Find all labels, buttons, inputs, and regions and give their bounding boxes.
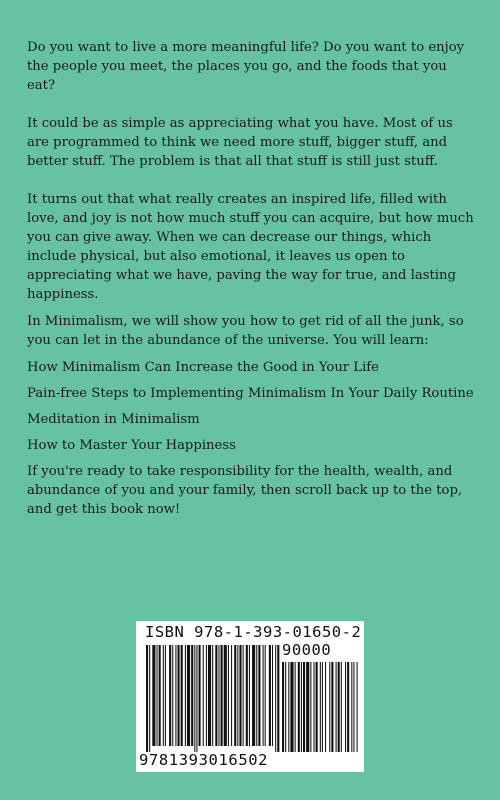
barcode-bar bbox=[228, 645, 229, 746]
barcode-bar bbox=[157, 645, 158, 746]
addon-bar bbox=[285, 662, 286, 752]
barcode-bar bbox=[265, 645, 266, 746]
barcode-bar bbox=[277, 645, 279, 752]
addon-bar bbox=[357, 662, 358, 752]
barcode-bar bbox=[275, 645, 276, 752]
barcode-bar bbox=[258, 645, 260, 746]
barcode-bar bbox=[159, 645, 161, 746]
barcode-bar bbox=[269, 645, 271, 746]
barcode-bar bbox=[252, 645, 255, 746]
barcode-bar bbox=[146, 645, 148, 752]
intro-paragraph: Do you want to live a more meaningful life? Do you want to enjoy the people you meet, the places you go, and the foods that you eat? bbox=[27, 40, 465, 93]
barcode-bars bbox=[136, 621, 364, 772]
addon-bar bbox=[310, 662, 311, 752]
addon-bar bbox=[338, 662, 340, 752]
barcode-bar bbox=[178, 645, 180, 746]
barcode-bar bbox=[237, 645, 238, 746]
barcode-bar bbox=[246, 645, 248, 746]
barcode-bar bbox=[196, 645, 197, 752]
barcode-bar bbox=[215, 645, 217, 746]
barcode-bar bbox=[194, 645, 195, 752]
addon-bar bbox=[341, 662, 342, 752]
barcode-bar bbox=[203, 645, 204, 746]
addon-bar bbox=[306, 662, 309, 752]
barcode-bar bbox=[263, 645, 264, 746]
addon-bar bbox=[325, 662, 326, 752]
barcode-bar bbox=[231, 645, 232, 746]
addon-bar bbox=[295, 662, 296, 752]
back-cover-text bbox=[27, 38, 475, 519]
addon-bar bbox=[351, 662, 352, 752]
barcode-bar bbox=[239, 645, 241, 746]
isbn-label: ISBN 978-1-393-01650-2 bbox=[145, 623, 362, 641]
you-will-learn-paragraph: In Minimalism, we will show you how to get rid of all the junk, so you can let in the abundance of the universe. You will learn: bbox=[27, 314, 464, 348]
price-code: 90000 bbox=[282, 641, 332, 659]
barcode-bar bbox=[185, 645, 186, 746]
addon-bar bbox=[303, 662, 305, 752]
barcode-bar bbox=[224, 645, 227, 746]
barcode-bar bbox=[187, 645, 190, 746]
barcode-bar bbox=[221, 645, 223, 746]
barcode-bar bbox=[208, 645, 211, 746]
barcode-bar bbox=[181, 645, 183, 746]
addon-bar bbox=[336, 662, 337, 752]
barcode-bar bbox=[175, 645, 176, 746]
addon-bar bbox=[314, 662, 315, 752]
addon-bar bbox=[322, 662, 323, 752]
addon-bar bbox=[345, 662, 346, 752]
addon-bar bbox=[290, 662, 293, 752]
ean-digits: 9781393016502 bbox=[139, 751, 269, 769]
learn-item: Meditation in Minimalism bbox=[27, 412, 200, 427]
barcode-bar bbox=[272, 645, 273, 746]
addon-bar bbox=[353, 662, 354, 752]
barcode-bar bbox=[152, 645, 155, 746]
addon-bar bbox=[288, 662, 289, 752]
barcode-bar bbox=[172, 645, 173, 746]
barcode-bar bbox=[234, 645, 236, 746]
addon-bar bbox=[316, 662, 318, 752]
barcode-bar bbox=[163, 645, 164, 746]
inspired-life-paragraph: It turns out that what really creates an inspired life, filled with love, and joy is not how much stuff you can acquire, but how much you can give away. When we can decrease our things, which include physical, but also emotional, it leaves us open to appreciating what we have, paving the way for true, and lasting happiness. bbox=[27, 192, 474, 302]
barcode-bar bbox=[165, 645, 166, 746]
learn-item: How to Master Your Happiness bbox=[27, 438, 236, 453]
barcode-bar bbox=[243, 645, 244, 746]
learn-item: Pain-free Steps to Implementing Minimalism In Your Daily Routine bbox=[27, 386, 474, 401]
barcode-bar bbox=[249, 645, 250, 746]
appreciation-paragraph: It could be as simple as appreciating what you have. Most of us are programmed to think we need more stuff, bigger stuff, and better stuff. The problem is that all that stuff is still just stuff. bbox=[27, 116, 453, 169]
barcode-bar bbox=[191, 645, 193, 746]
addon-bar bbox=[329, 662, 330, 752]
barcode-bar bbox=[212, 645, 213, 746]
addon-bar bbox=[320, 662, 321, 752]
learn-item: How Minimalism Can Increase the Good in Your Life bbox=[27, 360, 379, 375]
isbn-barcode bbox=[136, 621, 364, 772]
addon-bar bbox=[282, 662, 284, 752]
addon-bar bbox=[298, 662, 300, 752]
barcode-bar bbox=[149, 645, 150, 752]
barcode-bar bbox=[199, 645, 201, 746]
barcode-bar bbox=[218, 645, 219, 746]
closing-paragraph: If you're ready to take responsibility for the health, wealth, and abundance of you and your family, then scroll back up to the top, and get this book now! bbox=[27, 464, 463, 517]
barcode-bar bbox=[206, 645, 207, 746]
barcode-bar bbox=[169, 645, 171, 746]
addon-bar bbox=[347, 662, 349, 752]
addon-bar bbox=[301, 662, 302, 752]
barcode-bar bbox=[256, 645, 257, 746]
addon-bar bbox=[331, 662, 333, 752]
